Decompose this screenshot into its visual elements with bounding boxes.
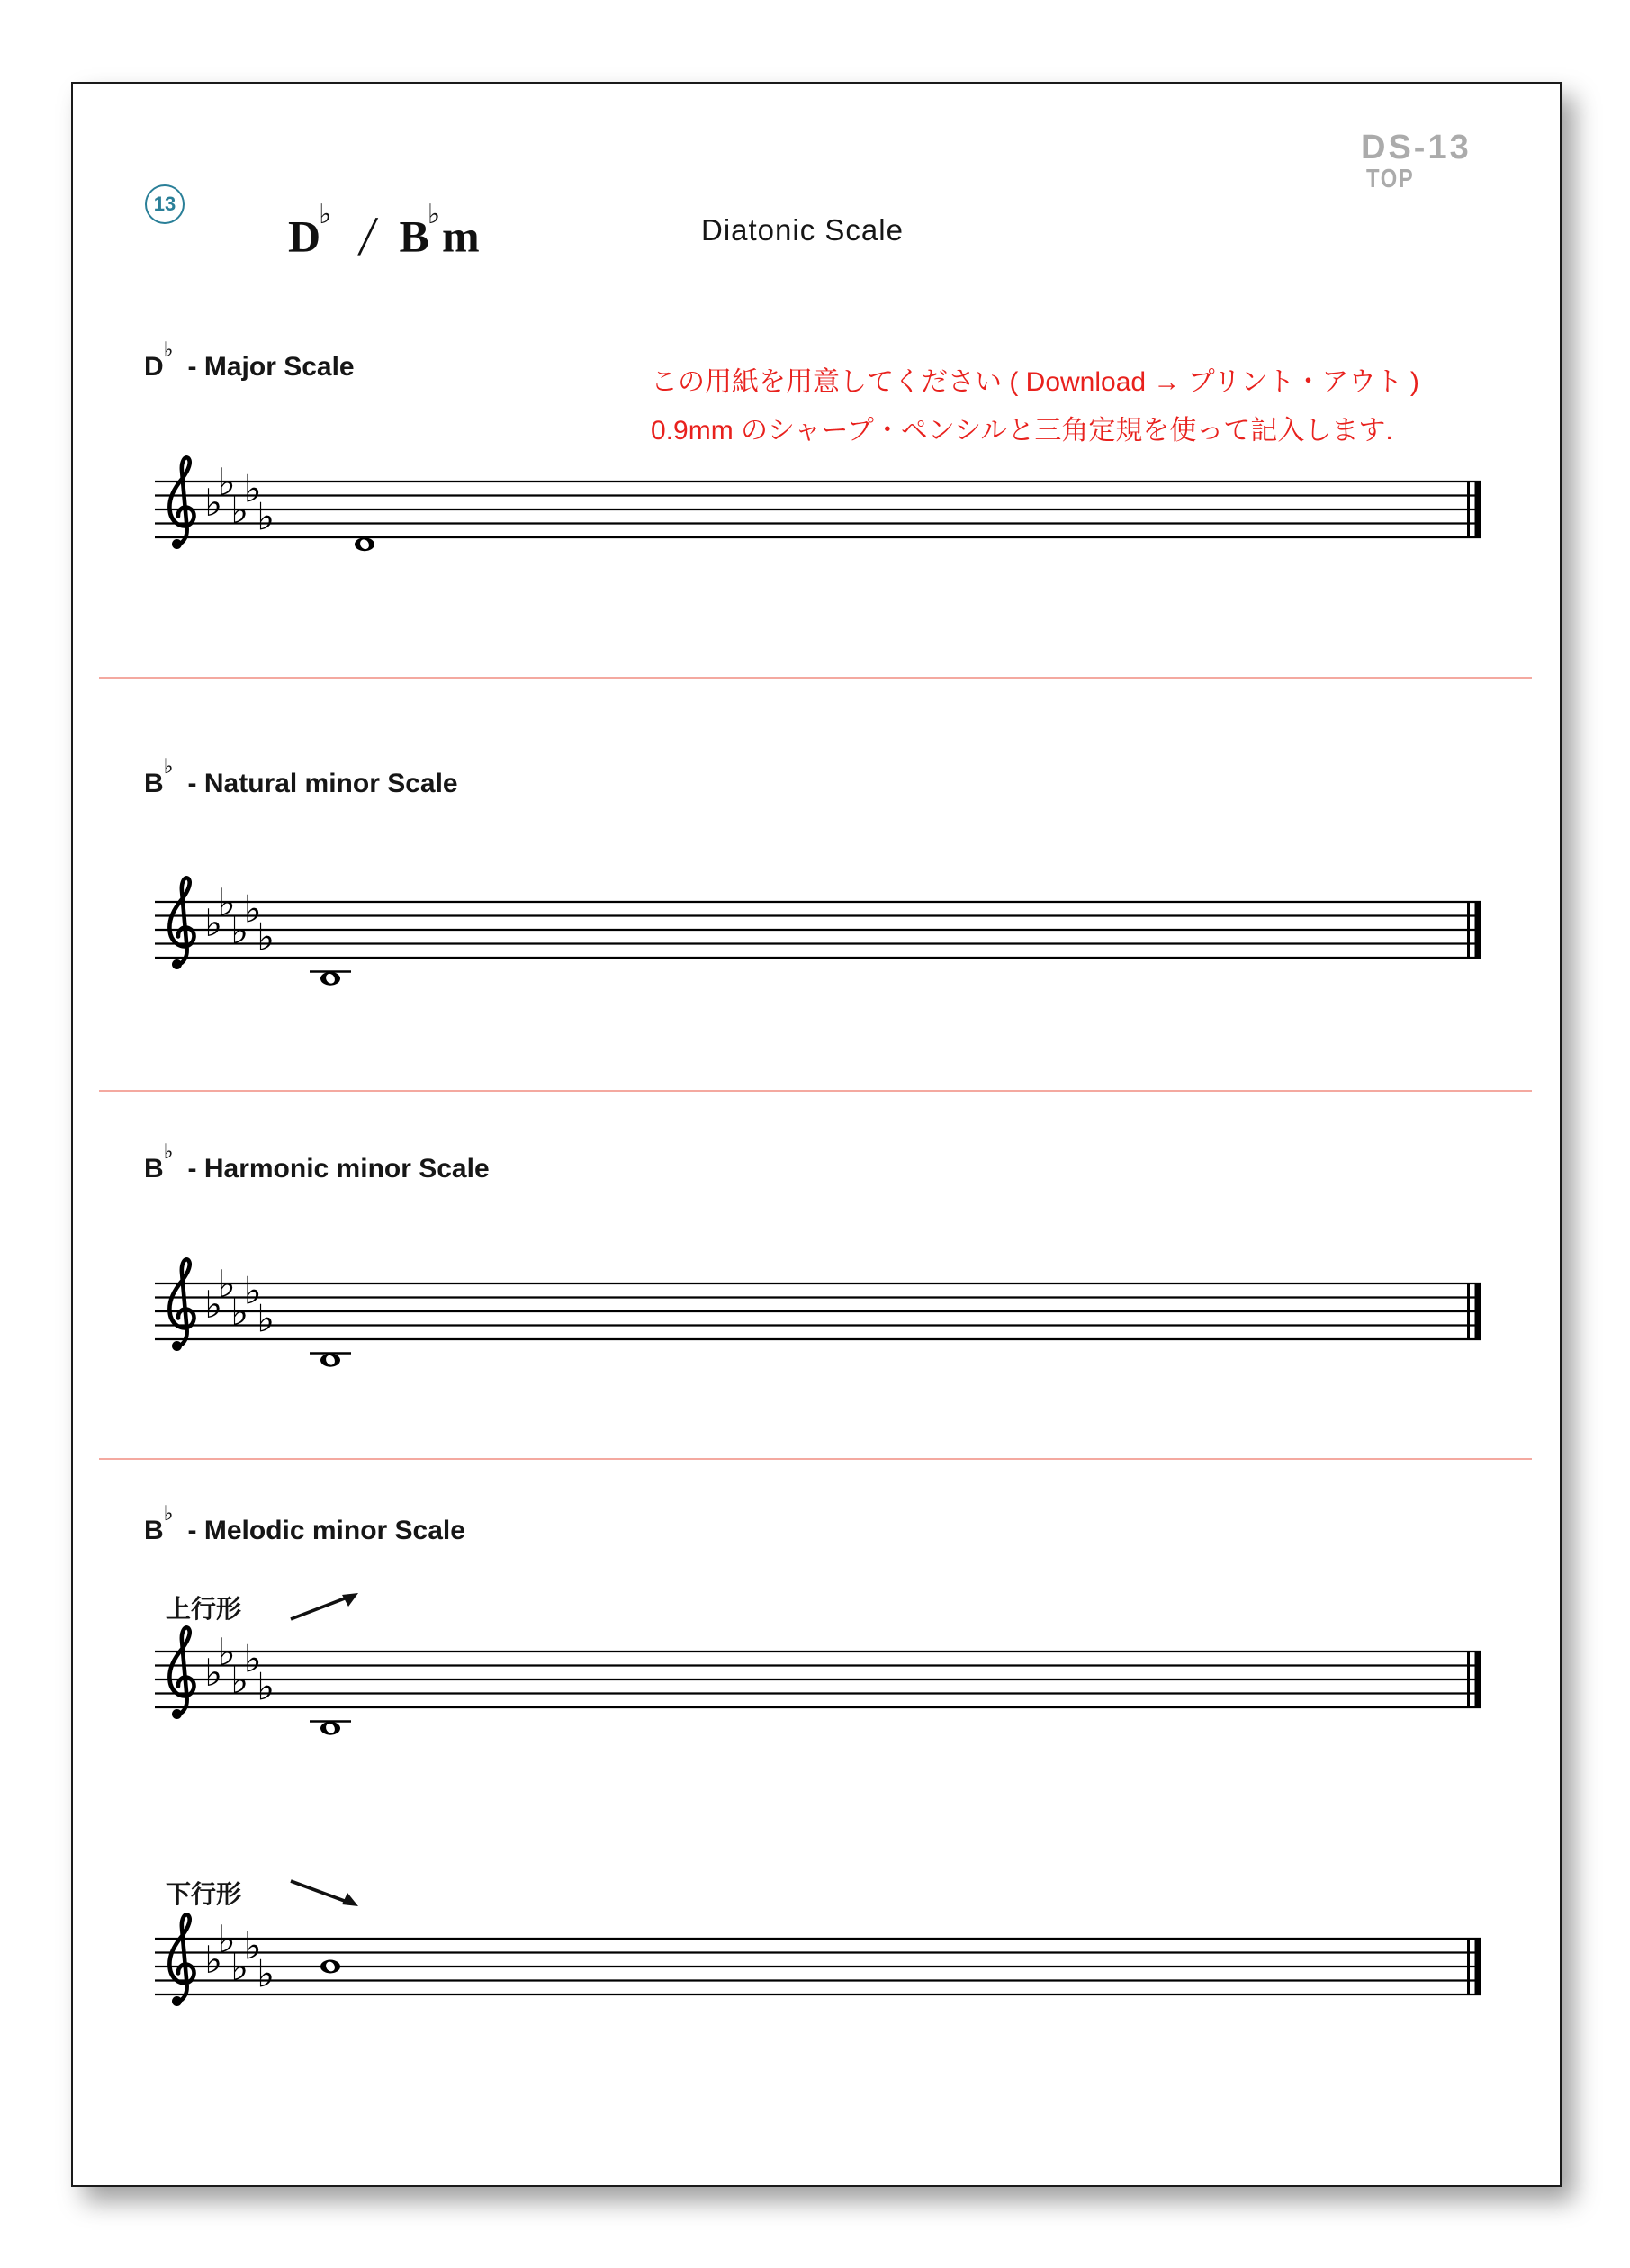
doc-code: DS-13 xyxy=(1361,129,1472,166)
section-divider xyxy=(99,677,1532,679)
flat-sign: ♭ xyxy=(230,1657,248,1702)
flat-sign: ♭ xyxy=(204,1282,222,1327)
section-label-major: D♭- Major Scale xyxy=(144,338,355,382)
section-label-natural-minor: B♭- Natural minor Scale xyxy=(144,755,458,798)
flat-sign: ♭ xyxy=(217,879,236,924)
flat-sign: ♭ xyxy=(427,199,441,230)
ascending-arrow-icon xyxy=(286,1586,369,1627)
descending-form-label: 下行形 xyxy=(166,1880,242,1908)
flat-sign: ♭ xyxy=(217,1261,236,1306)
flat-sign: ♭ xyxy=(257,1951,275,1996)
flat-sign: ♭ xyxy=(257,494,275,539)
key-minor-root: B xyxy=(399,211,429,262)
flat-sign: ♭ xyxy=(204,901,222,945)
flat-sign: ♭ xyxy=(230,487,248,532)
key-title xyxy=(288,199,480,267)
doc-code-top-label: TOP xyxy=(1366,165,1415,194)
flat-sign: ♭ xyxy=(204,481,222,525)
ascending-form-label: 上行形 xyxy=(166,1595,242,1623)
flat-sign: ♭ xyxy=(217,1916,236,1961)
flat-sign: ♭ xyxy=(257,914,275,959)
flat-sign: ♭ xyxy=(243,886,262,932)
section-label-melodic-minor: B♭- Melodic minor Scale xyxy=(144,1502,465,1545)
flat-sign: ♭ xyxy=(230,907,248,952)
flat-sign: ♭ xyxy=(243,1268,262,1313)
flat-sign: ♭ xyxy=(217,1629,236,1674)
section-divider xyxy=(99,1458,1532,1460)
item-number-badge: 13 xyxy=(145,184,185,224)
key-minor-suffix: m xyxy=(442,211,480,262)
key-separator: / xyxy=(356,205,381,267)
flat-sign: ♭ xyxy=(243,1636,262,1681)
page-title: Diatonic Scale xyxy=(701,213,904,247)
descending-arrow-icon xyxy=(286,1872,369,1913)
flat-sign: ♭ xyxy=(257,1296,275,1341)
flat-sign: ♭ xyxy=(204,1938,222,1982)
section-divider xyxy=(99,1090,1532,1092)
flat-sign: ♭ xyxy=(319,199,332,230)
flat-sign: ♭ xyxy=(217,459,236,504)
section-label-harmonic-minor: B♭- Harmonic minor Scale xyxy=(144,1140,490,1184)
flat-sign: ♭ xyxy=(243,466,262,511)
flat-sign: ♭ xyxy=(230,1944,248,1989)
instruction-line-1: この用紙を用意してください ( Download → プリント・アウト ) xyxy=(651,367,1419,397)
flat-sign: ♭ xyxy=(204,1651,222,1695)
instructions-note xyxy=(651,358,1419,455)
flat-sign: ♭ xyxy=(257,1664,275,1709)
flat-sign: ♭ xyxy=(243,1923,262,1968)
instruction-line-2: 0.9mm のシャープ・ペンシルと三角定規を使って記入します. xyxy=(651,416,1393,446)
key-major-root: D xyxy=(288,211,321,262)
flat-sign: ♭ xyxy=(230,1289,248,1334)
